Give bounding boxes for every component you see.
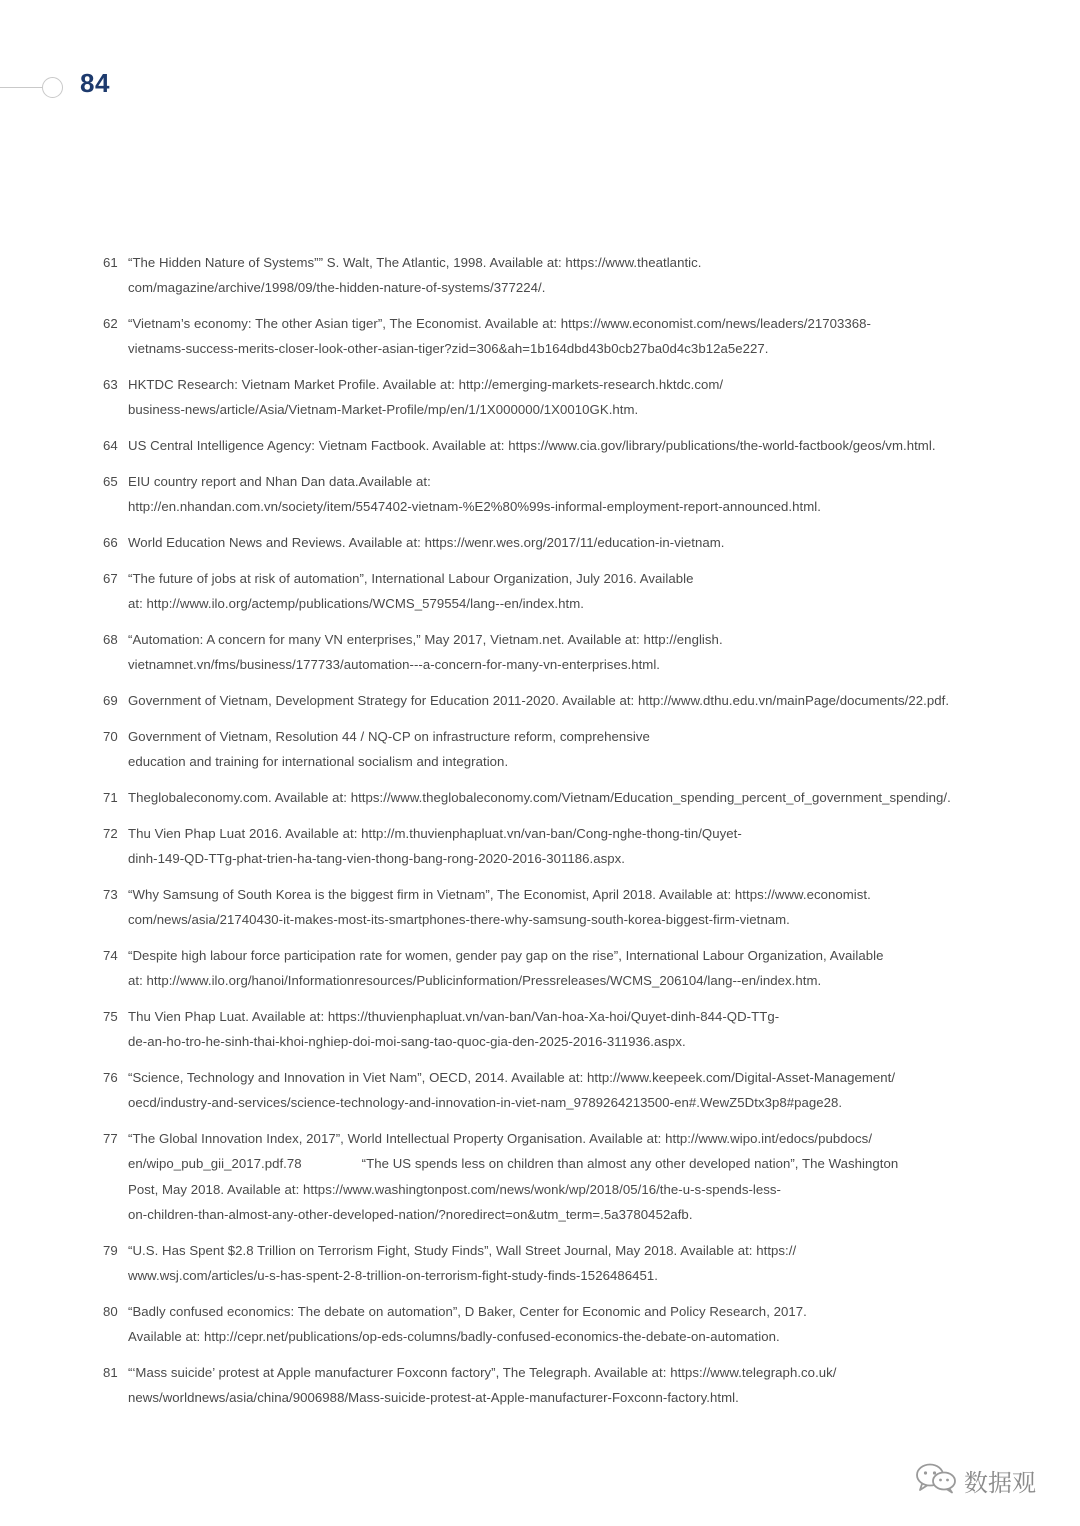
reference-text-line: business-news/article/Asia/Vietnam-Market-Profile/mp/en/1/1X000000/1X0010GK.htm. (128, 402, 639, 418)
reference-text-line: news/worldnews/asia/china/9006988/Mass-suicide-protest-at-Apple-manufacturer-Foxconn-factory.html. (128, 1390, 739, 1406)
reference-number: 77 (103, 1131, 118, 1146)
reference-item (103, 785, 1003, 810)
reference-text-line: at: http://www.ilo.org/actemp/publications/WCMS_579554/lang--en/index.htm. (128, 596, 584, 612)
reference-text-line: vietnamnet.vn/fms/business/177733/automation---a-concern-for-many-vn-enterprises.html. (128, 657, 661, 673)
reference-text-line: dinh-149-QD-TTg-phat-trien-ha-tang-vien-thong-bang-rong-2020-2016-301186.aspx. (128, 851, 626, 867)
reference-text-line: Post, May 2018. Available at: https://www.washingtonpost.com/news/wonk/wp/2018/05/16/the-u-s-spends-less- (128, 1181, 781, 1197)
reference-text-line: “Automation: A concern for many VN enterprises,” May 2017, Vietnam.net. Available at: http://english. (128, 632, 723, 647)
reference-text-line: Theglobaleconomy.com. Available at: https://www.theglobaleconomy.com/Vietnam/Education_spending_percent_of_government_spending/. (128, 790, 951, 805)
reference-text-line: EIU country report and Nhan Dan data.Available at: (128, 474, 431, 489)
reference-text-line: de-an-ho-tro-he-sinh-thai-khoi-nghiep-doi-moi-sang-tao-quoc-gia-den-2025-2016-311936.aspx. (128, 1034, 686, 1050)
reference-text-line: “Why Samsung of South Korea is the biggest firm in Vietnam”, The Economist, April 2018. Available at: https://www.economist. (128, 887, 871, 902)
reference-number: 76 (103, 1070, 118, 1085)
reference-text-line: “U.S. Has Spent $2.8 Trillion on Terrorism Fight, Study Finds”, Wall Street Journal, May 2018. Available at: https:// (128, 1243, 797, 1258)
reference-text-line: www.wsj.com/articles/u-s-has-spent-2-8-trillion-on-terrorism-fight-study-finds-1526486451. (128, 1268, 658, 1284)
reference-text-line: World Education News and Reviews. Available at: https://wenr.wes.org/2017/11/education-in-vietnam. (128, 535, 725, 550)
reference-text-line (128, 1151, 1003, 1176)
reference-item (103, 530, 1003, 555)
reference-text-line: “Vietnam’s economy: The other Asian tiger”, The Economist. Available at: https://www.economist.com/news/leaders/21703368- (128, 316, 871, 331)
reference-item (103, 1238, 1003, 1289)
reference-text-line: Thu Vien Phap Luat 2016. Available at: http://m.thuvienphapluat.vn/van-ban/Cong-nghe-thong-tin/Quyet- (128, 826, 742, 841)
reference-text-line: Available at: http://cepr.net/publications/op-eds-columns/badly-confused-economics-the-debate-on-automation. (128, 1329, 780, 1345)
reference-item (103, 724, 1003, 775)
reference-number: 74 (103, 948, 118, 963)
reference-number: 70 (103, 729, 118, 744)
reference-text-line: on-children-than-almost-any-other-developed-nation/?noredirect=on&utm_term=.5a3780452afb. (128, 1206, 693, 1222)
reference-text-line: US Central Intelligence Agency: Vietnam Factbook. Available at: https://www.cia.gov/library/publications/the-world-factbook/geos/vm.html. (128, 438, 936, 453)
reference-text-segment: “The US spends less on children than almost any other developed nation”, The Washington (361, 1156, 899, 1172)
reference-number: 75 (103, 1009, 118, 1024)
reference-number: 71 (103, 790, 118, 805)
reference-number: 69 (103, 693, 118, 708)
reference-text-line: “The Hidden Nature of Systems”” S. Walt, The Atlantic, 1998. Available at: https://www.theatlantic. (128, 255, 702, 270)
wechat-icon (914, 1462, 960, 1494)
reference-number: 68 (103, 632, 118, 647)
reference-text-line: “‘Mass suicide’ protest at Apple manufacturer Foxconn factory”, The Telegraph. Available at: https://www.telegraph.co.uk/ (128, 1365, 837, 1380)
reference-number: 66 (103, 535, 118, 550)
reference-number: 61 (103, 255, 118, 270)
page-header (0, 66, 140, 110)
reference-text-line: vietnams-success-merits-closer-look-other-asian-tiger?zid=306&ah=1b164dbd43b0cb27ba0d4c3b12a5e227. (128, 341, 769, 357)
reference-item (103, 250, 1003, 301)
reference-item (103, 821, 1003, 872)
reference-number: 65 (103, 474, 118, 489)
reference-item (103, 469, 1003, 520)
page-number: 84 (80, 68, 110, 98)
watermark (914, 1460, 1054, 1496)
reference-item (103, 311, 1003, 362)
reference-item (103, 1126, 1003, 1227)
reference-item (103, 566, 1003, 617)
reference-text-segment: en/wipo_pub_gii_2017.pdf.78 (128, 1156, 302, 1172)
reference-number: 62 (103, 316, 118, 331)
reference-number: 73 (103, 887, 118, 902)
watermark-text: 数据观 (964, 1469, 1036, 1497)
reference-item (103, 688, 1003, 713)
reference-text-line: oecd/industry-and-services/science-technology-and-innovation-in-viet-nam_9789264213500-en#.WewZ5Dtx3p8#page28. (128, 1095, 843, 1111)
reference-item (103, 372, 1003, 423)
reference-text-line: com/magazine/archive/1998/09/the-hidden-nature-of-systems/377224/. (128, 280, 546, 296)
reference-item (103, 1299, 1003, 1350)
reference-number: 80 (103, 1304, 118, 1319)
reference-item (103, 1360, 1003, 1411)
reference-item (103, 1065, 1003, 1116)
reference-text-line: “Despite high labour force participation rate for women, gender pay gap on the rise”, International Labour Organization, Available (128, 948, 884, 963)
reference-number: 63 (103, 377, 118, 392)
reference-item (103, 627, 1003, 678)
reference-text-line: HKTDC Research: Vietnam Market Profile. Available at: http://emerging-markets-research.hktdc.com/ (128, 377, 724, 392)
reference-text-line: at: http://www.ilo.org/hanoi/Informationresources/Publicinformation/Pressreleases/WCMS_206104/lang--en/index.htm. (128, 973, 822, 989)
reference-text-line: Government of Vietnam, Resolution 44 / NQ-CP on infrastructure reform, comprehensive (128, 729, 650, 744)
reference-text-line: com/news/asia/21740430-it-makes-most-its-smartphones-there-why-samsung-south-korea-biggest-firm-vietnam. (128, 912, 790, 928)
reference-number: 64 (103, 438, 118, 453)
reference-item (103, 943, 1003, 994)
reference-text-line: Thu Vien Phap Luat. Available at: https://thuvienphapluat.vn/van-ban/Van-hoa-Xa-hoi/Quyet-dinh-844-QD-TTg- (128, 1009, 780, 1024)
reference-text-line: Government of Vietnam, Development Strategy for Education 2011-2020. Available at: http://www.dthu.edu.vn/mainPage/documents/22.pdf. (128, 693, 950, 708)
reference-text-line: “Science, Technology and Innovation in Viet Nam”, OECD, 2014. Available at: http://www.keepeek.com/Digital-Asset-Management/ (128, 1070, 896, 1085)
reference-text-line: http://en.nhandan.com.vn/society/item/5547402-vietnam-%E2%80%99s-informal-employment-report-announced.html. (128, 499, 821, 515)
reference-text-line: “Badly confused economics: The debate on automation”, D Baker, Center for Economic and Policy Research, 2017. (128, 1304, 807, 1319)
reference-item (103, 1004, 1003, 1055)
reference-item (103, 882, 1003, 933)
reference-number: 67 (103, 571, 118, 586)
reference-item (103, 433, 1003, 458)
reference-text-line: “The future of jobs at risk of automation”, International Labour Organization, July 2016. Available (128, 571, 694, 586)
reference-number: 79 (103, 1243, 118, 1258)
reference-text-line: education and training for international socialism and integration. (128, 754, 509, 770)
reference-text-line: “The Global Innovation Index, 2017”, World Intellectual Property Organisation. Available at: http://www.wipo.int/edocs/pubdocs/ (128, 1131, 873, 1146)
header-rule (0, 87, 44, 88)
header-circle-marker (42, 77, 63, 98)
reference-number: 81 (103, 1365, 118, 1380)
reference-number: 72 (103, 826, 118, 841)
